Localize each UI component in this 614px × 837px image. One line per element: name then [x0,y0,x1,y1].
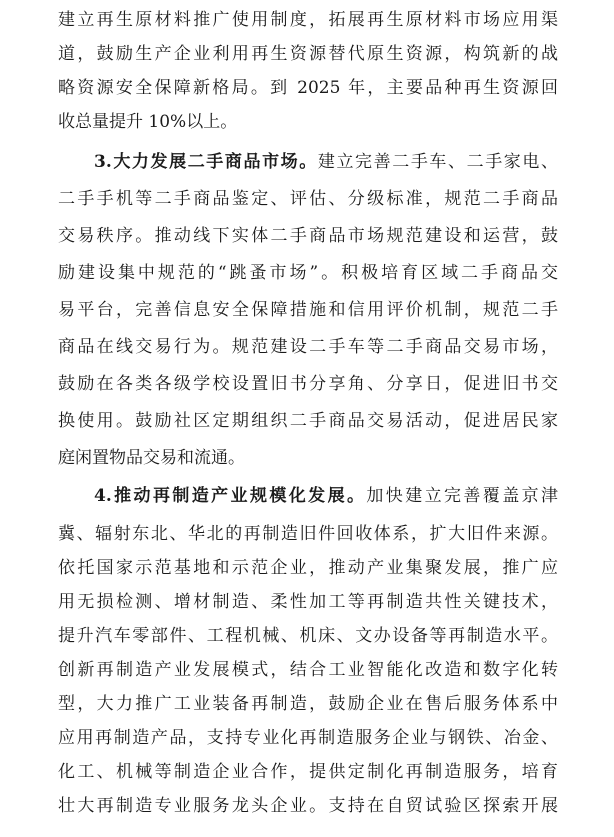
section-4-line: 化工、机械等制造企业合作，提供定制化再制造服务，培育 [58,762,558,782]
section-4-heading: 4.推动再制造产业规模化发展。 [94,486,367,506]
section-3-heading: 3.大力发展二手商品市场。 [94,152,318,172]
section-4-line: 用无损检测、增材制造、柔性加工等再制造共性关键技术， [58,592,558,612]
section-3-line: 换使用。鼓励社区定期组织二手商品交易活动，促进居民家 [58,411,558,431]
section-3-line: 励建设集中规范的“跳蚤市场”。积极培育区域二手商品交 [58,263,558,283]
section-4-line: 冀、辐射东北、华北的再制造旧件回收体系，扩大旧件来源。 [58,524,558,544]
section-3-line: 商品在线交易行为。规范建设二手车等二手商品交易市场， [58,337,558,357]
section-3-first-line-text: 建立完善二手车、二手家电、 [317,152,558,172]
paragraph-intro-line: 道，鼓励生产企业利用再生资源替代原生资源，构筑新的战 [58,44,558,64]
section-4-line: 提升汽车零部件、工程机械、机床、文办设备等再制造水平。 [58,626,558,646]
section-3-line: 交易秩序。推动线下实体二手商品市场规范建设和运营，鼓 [58,226,558,246]
section-4-first-line-text: 加快建立完善覆盖京津 [366,486,559,506]
section-4-line: 应用再制造产品，支持专业化再制造服务企业与钢铁、冶金、 [58,728,558,748]
section-4-line: 创新再制造产业发展模式，结合工业智能化改造和数字化转 [58,660,558,680]
section-4-line: 型，大力推广工业装备再制造，鼓励企业在售后服务体系中 [58,694,558,714]
section-4-first-line [94,480,558,512]
section-3-first-line [94,146,558,178]
section-3-line: 易平台，完善信息安全保障措施和信用评价机制，规范二手 [58,300,558,320]
paragraph-intro-line: 略资源安全保障新格局。到 2025 年，主要品种再生资源回 [58,78,558,98]
paragraph-intro-line: 收总量提升 10%以上。 [58,112,238,132]
section-4-line: 壮大再制造专业服务龙头企业。支持在自贸试验区探索开展 [58,796,558,816]
section-4-line: 依托国家示范基地和示范企业，推动产业集聚发展，推广应 [58,558,558,578]
paragraph-intro-line: 建立再生原材料推广使用制度，拓展再生原材料市场应用渠 [58,10,558,30]
section-3-line: 庭闲置物品交易和流通。 [58,448,245,468]
section-3-line: 二手手机等二手商品鉴定、评估、分级标准，规范二手商品 [58,189,558,209]
section-3-line: 鼓励在各类各级学校设置旧书分享角、分享日，促进旧书交 [58,374,558,394]
